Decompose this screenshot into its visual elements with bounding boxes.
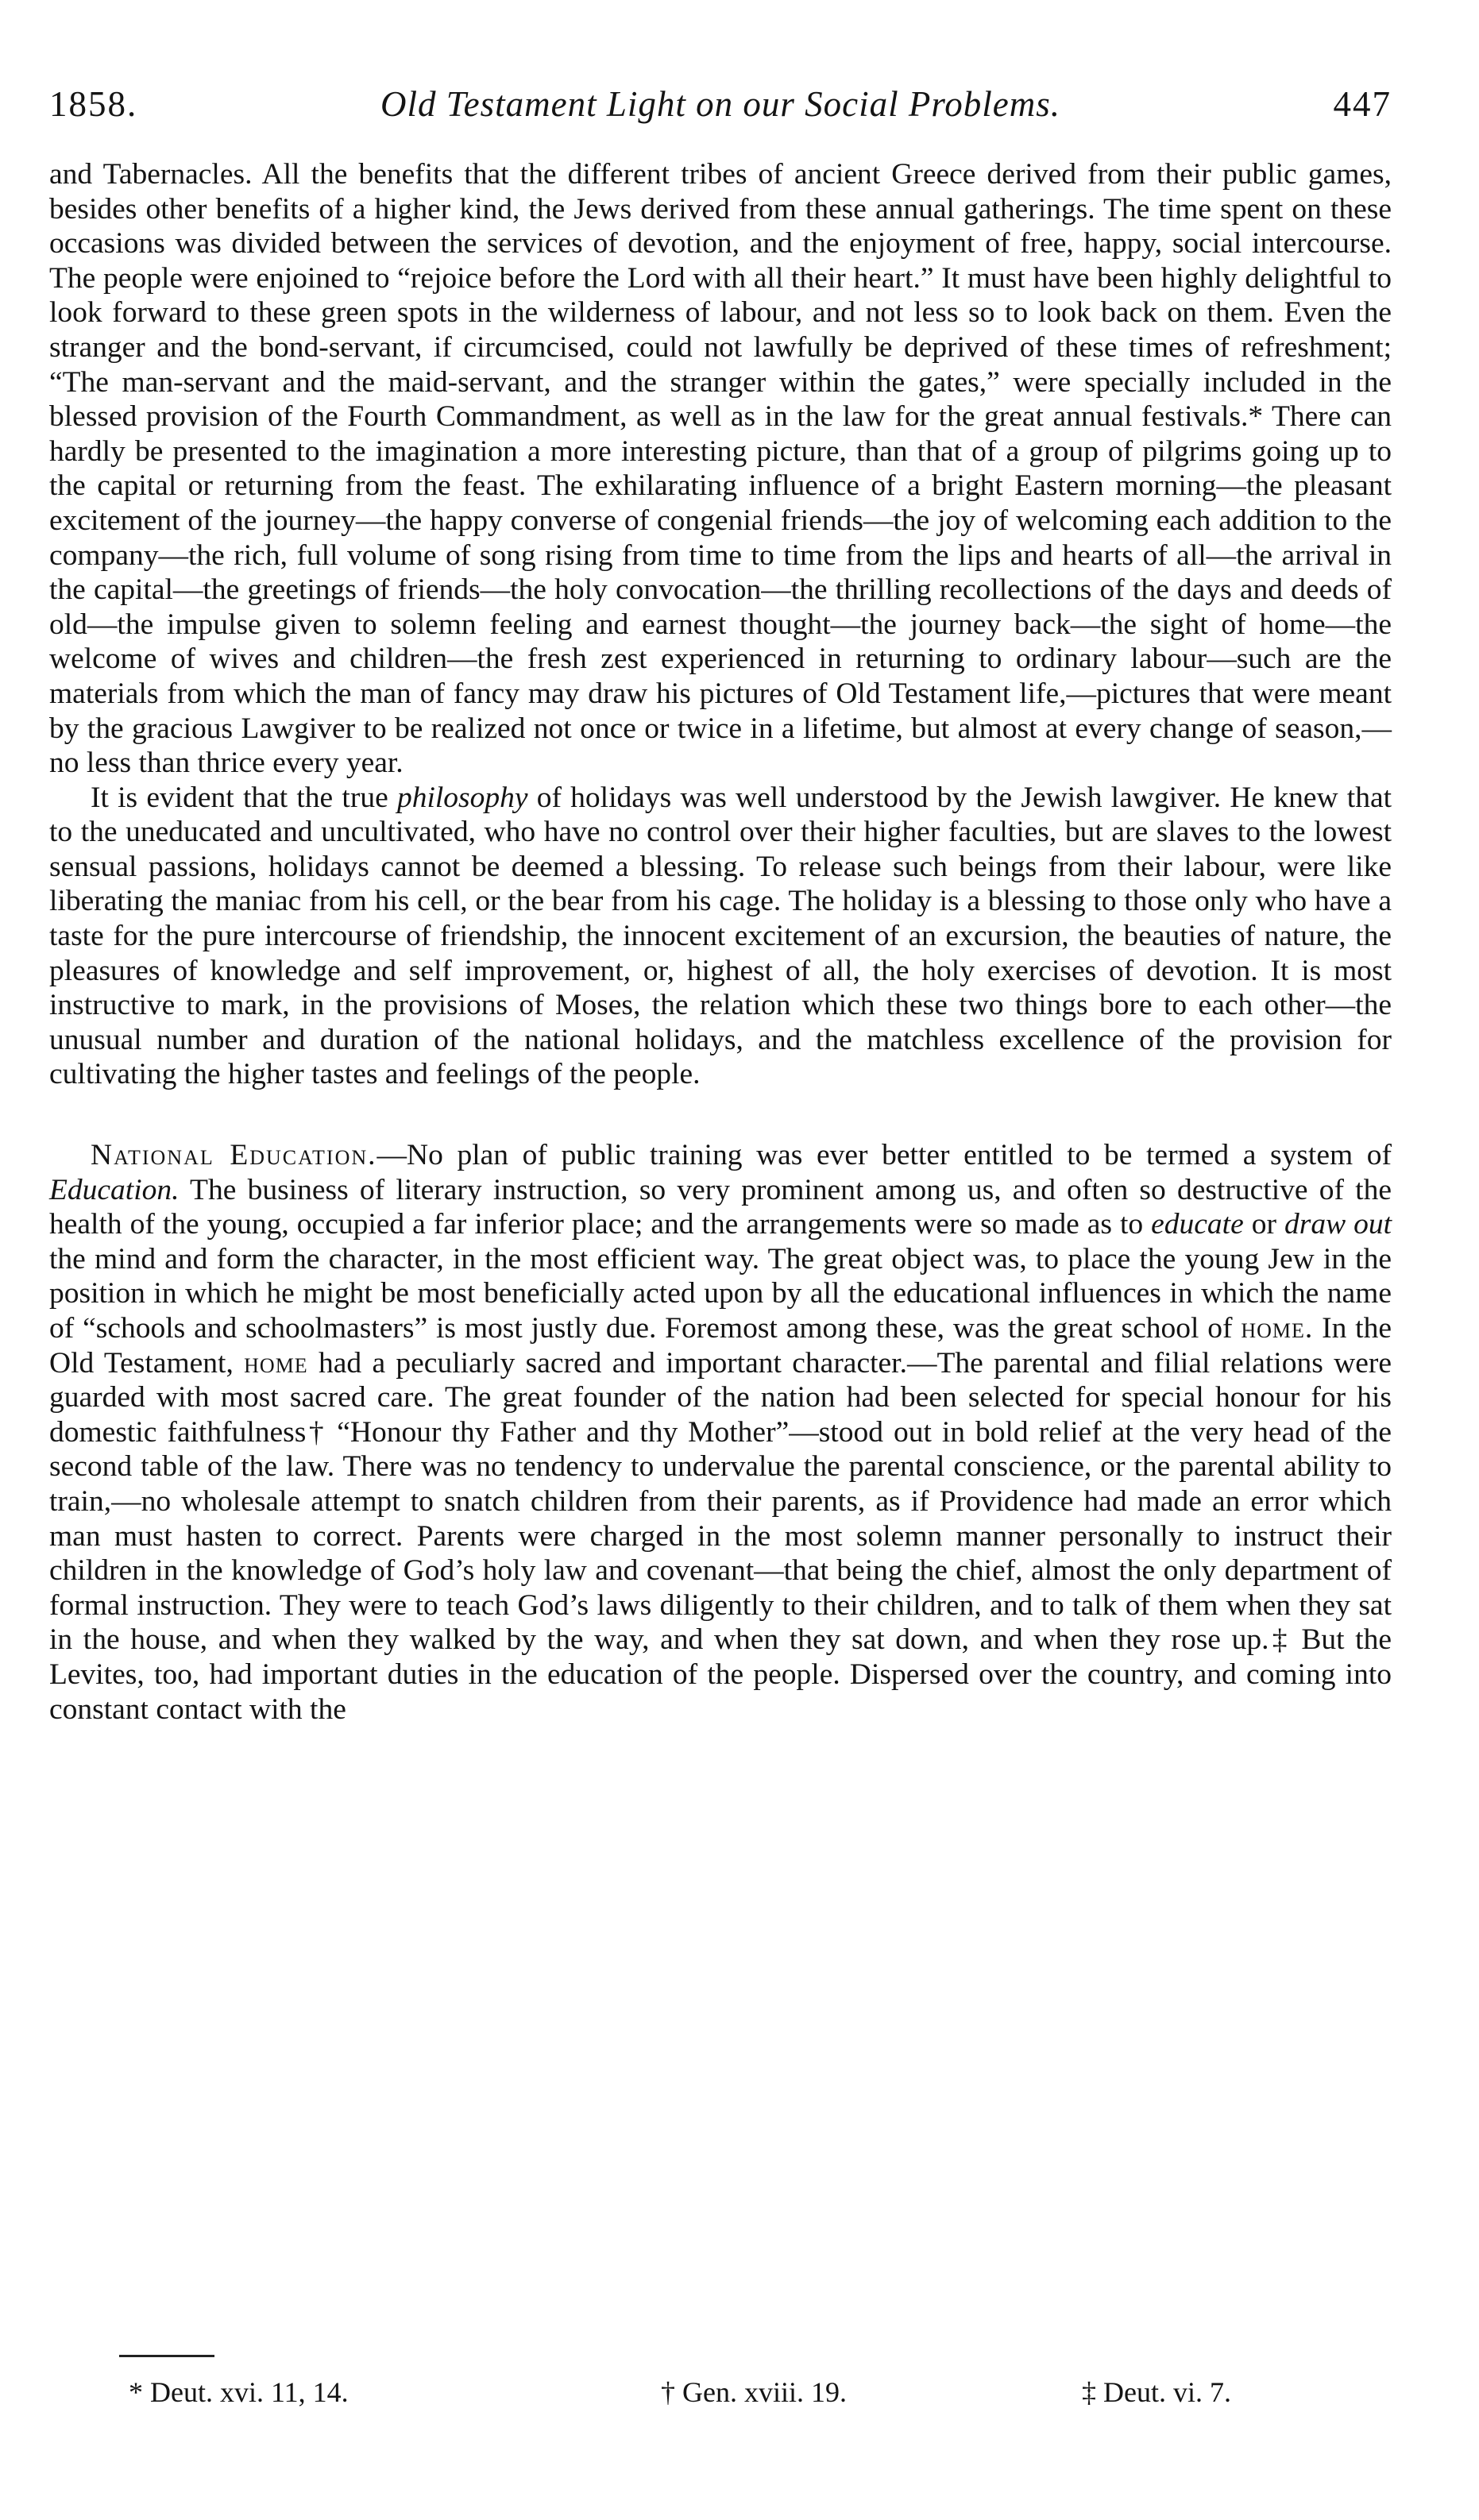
footnote-rule xyxy=(119,2355,214,2357)
paragraph-holidays-text-2: of holidays was well understood by the Jewish lawgiver. He knew that to the uneducated and uncultivated, who have no control over their higher faculties, but are slaves to the lowest sensual passions, holidays cannot be deemed a blessing. To release such beings from their labour, were like liberating the maniac from his cell, or the bear from his cage. The holiday is a blessing to those only who have a taste for the pure intercourse of friendship, the innocent excitement of an excursion, the beauties of nature, the pleasures of knowledge and self improvement, or, highest of all, the holy exercises of devotion. It is most instructive to mark, in the provisions of Moses, the relation which these two things bore to each other—the unusual number and duration of the national holidays, and the matchless excellence of the provision for cultivating the higher tastes and feelings of the people. xyxy=(49,781,1392,1091)
running-head-title: Old Testament Light on our Social Problems. xyxy=(380,84,1060,124)
footnote-gen-xviii: † Gen. xviii. 19. xyxy=(661,2376,847,2408)
home-smallcaps-2: home xyxy=(244,1346,308,1380)
section-text-4: the mind and form the character, in the most efficient way. The great object was, to place the young Jew in the position in which he might be most beneficially acted upon by all the educational influences in which the name of “schools and schoolmasters” is most justly due. Foremost among these, was the great school of xyxy=(49,1242,1392,1345)
home-smallcaps-1: home. xyxy=(1241,1312,1314,1345)
footnotes xyxy=(49,2368,1392,2416)
page-number: 447 xyxy=(1333,84,1392,124)
paragraph-feasts: and Tabernacles. All the benefits that the different tribes of ancient Greece derived from their public games, besides other benefits of a higher kind, the Jews derived from these annual gatherings. The time spent on these occasions was divided between the services of devotion, and the enjoyment of free, happy, social intercourse. The people were enjoined to “rejoice before the Lord with all their heart.” It must have been highly delightful to look forward to these green spots in the wilderness of labour, and not less so to look back on them. Even the stranger and the bond-servant, if circumcised, could not lawfully be deprived of these times of refreshment; “The man-servant and the maid-servant, and the stranger within the gates,” were specially included in the blessed provision of the Fourth Commandment, as well as in the law for the great annual festivals.* There can hardly be presented to the imagination a more interesting picture, than that of a group of pilgrims going up to the capital or returning from the feast. The exhilarating influence of a bright Eastern morning—the pleasant excitement of the journey—the happy converse of congenial friends—the joy of welcoming each addition to the company—the rich, full volume of song rising from time to time from the lips and hearts of all—the arrival in the capital—the greetings of friends—the holy convocation—the thrilling recollections of the days and deeds of old—the impulse given to solemn feeling and earnest thought—the journey back—the sight of home—the welcome of wives and children—the fresh zest experienced in returning to ordinary labour—such are the materials from which the man of fancy may draw his pictures of Old Testament life,—pictures that were meant by the gracious Lawgiver to be realized not once or twice in a lifetime, but almost at every change of season,—no less than thrice every year. xyxy=(49,158,1392,780)
section-text-3: or xyxy=(1243,1208,1284,1241)
education-emphasis: Education. xyxy=(49,1173,180,1206)
section-text-6: had a peculiarly sacred and important character.—The parental and filial relations were guarded with most sacred care. The great founder of the nation had been selected for special honour for his domestic faithfulness† “Honour thy Father and thy Mother”—stood out in bold relief at the very head of the second table of the law. There was no tendency to undervalue the parental conscience, or the parental ability to train,—no wholesale attempt to snatch children from their parents, as if Providence had made an error which man must hasten to correct. Parents were charged in the most solemn manner personally to instruct their children in the knowledge of God’s holy law and covenant—that being the chief, almost the only department of formal instruction. They were to teach God’s laws diligently to their children, and to talk of them when they sat in the house, and when they walked by the way, and when they sat down, and when they rose up.‡ But the Levites, too, had important duties in the education of the people. Dispersed over the country, and coming into constant contact with the xyxy=(49,1346,1392,1726)
body-text xyxy=(49,157,1392,1727)
paragraph-national-education xyxy=(49,1138,1392,1727)
section-text-1: —No plan of public training was ever better entitled to be termed a system of xyxy=(377,1139,1392,1172)
running-head xyxy=(49,76,1392,132)
paragraph-holidays-text-1: It is evident that the true xyxy=(91,781,397,814)
footnote-deut-vi: ‡ Deut. vi. 7. xyxy=(1082,2376,1231,2408)
section-heading: National Education. xyxy=(91,1139,377,1172)
footnote-deut-xvi: * Deut. xvi. 11, 14. xyxy=(129,2376,349,2408)
section-text-2: The business of literary instruction, so very prominent among us, and often so destructive of the health of the young, occupied a far inferior place; and the arrangements were so made as to xyxy=(49,1173,1392,1241)
draw-out-emphasis: draw out xyxy=(1284,1208,1392,1241)
educate-emphasis: educate xyxy=(1151,1208,1244,1241)
paragraph-holidays xyxy=(49,781,1392,1092)
running-head-year: 1858. xyxy=(49,84,138,124)
philosophy-emphasis: philosophy xyxy=(396,781,528,814)
section-text-5: In the Old Testament, xyxy=(49,1312,1392,1380)
